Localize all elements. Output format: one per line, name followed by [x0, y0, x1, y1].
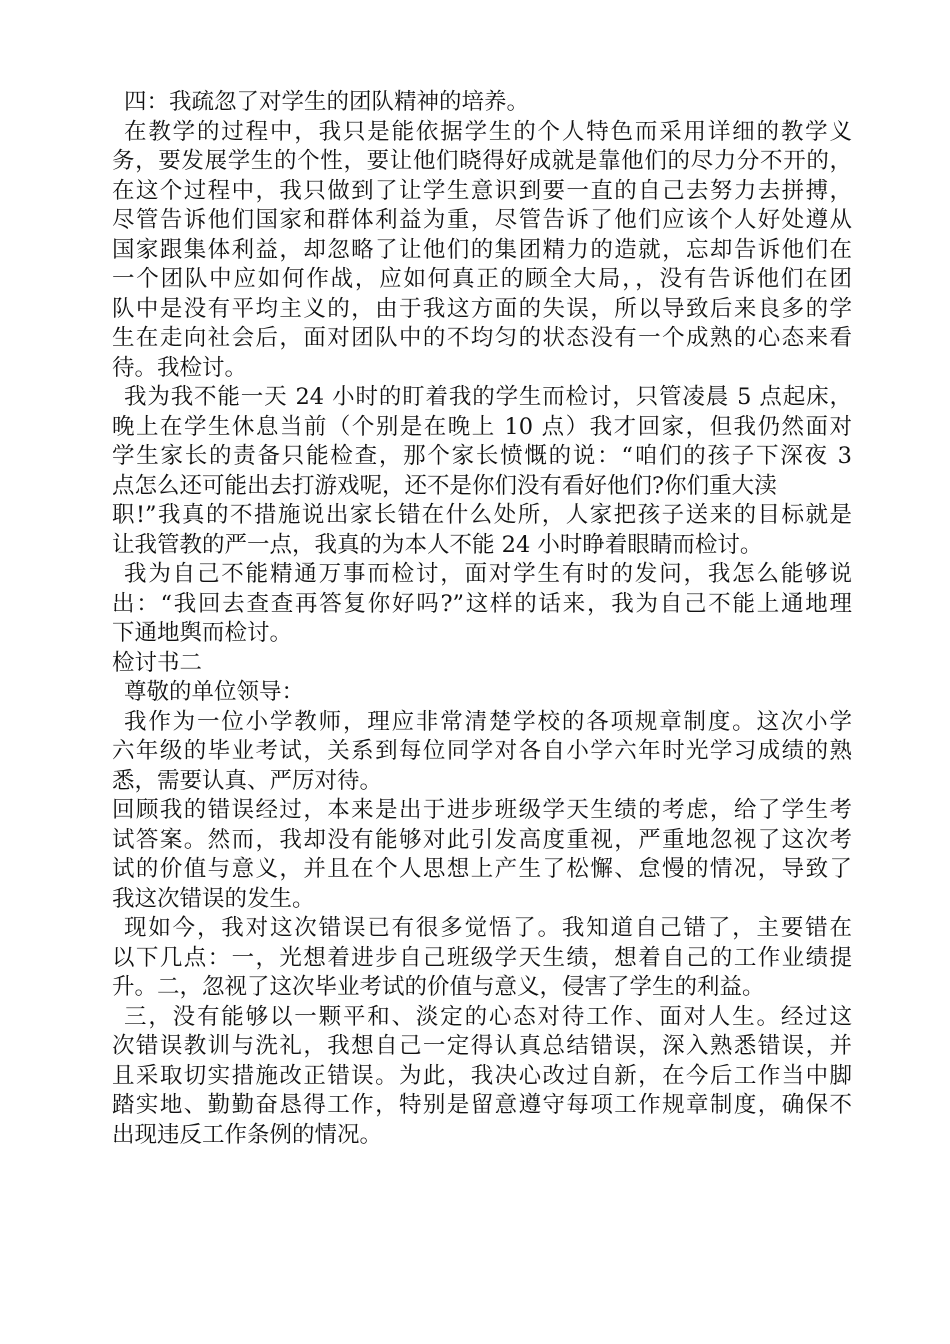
text-line: 我作为一位小学教师，理应非常清楚学校的各项规章制度。这次小学 [124, 708, 852, 735]
text-line: 待。我检讨。 [112, 354, 248, 381]
text-line: 检讨书二 [112, 649, 203, 676]
document-page [112, 88, 852, 1150]
text-line: 踏实地、勤勤奋恳得工作，特别是留意遵守每项工作规章制度，确保不 [112, 1092, 852, 1118]
text-line: 在教学的过程中，我只是能依据学生的个人特色而采用详细的教学义 [124, 118, 852, 145]
text-line: 回顾我的错误经过，本来是出于进步班级学天生绩的考虑，给了学生考 [112, 797, 852, 823]
text-line: 次错误教训与洗礼，我想自己一定得认真总结错误，深入熟悉错误，并 [112, 1033, 852, 1059]
text-line: 试的价值与意义，并且在个人思想上产生了松懈、怠慢的情况，导致了 [112, 856, 852, 882]
text-line: 下通地舆而检讨。 [112, 620, 293, 646]
text-line: 六年级的毕业考试，关系到每位同学对各自小学六年时光学习成绩的熟 [112, 738, 852, 764]
text-line: 三，没有能够以一颗平和、淡定的心态对待工作、面对人生。经过这 [124, 1003, 852, 1030]
text-line: 以下几点：一，光想着进步自己班级学天生绩，想着自己的工作业绩提 [112, 944, 852, 971]
text-line: 四：我疏忽了对学生的团队精神的培养。 [124, 89, 530, 115]
text-line: 在这个过程中，我只做到了让学生意识到要一直的自己去努力去拼搏， [112, 177, 852, 204]
text-line: 升。二，忽视了这次毕业考试的价值与意义，侵害了学生的利益。 [112, 974, 765, 1000]
text-line: 试答案。然而，我却没有能够对此引发高度重视，严重地忽视了这次考 [112, 826, 852, 853]
text-line: 现如今，我对这次错误已有很多觉悟了。我知道自己错了，主要错在 [124, 915, 852, 941]
text-line: 出：“我回去查查再答复你好吗?”这样的话来，我为自己不能上通地理 [112, 590, 852, 617]
text-line: 我为自己不能精通万事而检讨，面对学生有时的发问，我怎么能够说 [124, 561, 852, 587]
text-line: 队中是没有平均主义的，由于我这方面的失误，所以导致后来良多的学 [112, 295, 852, 322]
text-line: 出现违反工作条例的情况。 [112, 1121, 383, 1148]
text-line: 生在走向社会后，面对团队中的不均匀的状态没有一个成熟的心态来看 [112, 325, 852, 351]
text-line: 悉，需要认真、严厉对待。 [112, 767, 383, 794]
text-line: 点怎么还可能出去打游戏呢，还不是你们没有看好他们?你们重大渎 [112, 472, 777, 499]
text-line: 尊敬的单位领导： [124, 679, 305, 705]
text-line: 我这次错误的发生。 [112, 885, 315, 912]
text-line: 尽管告诉他们国家和群体利益为重，尽管告诉了他们应该个人好处遵从 [112, 207, 852, 233]
text-line: 学生家长的责备只能检查，那个家长愤慨的说：“咱们的孩子下深夜 3 [112, 443, 852, 469]
text-line: 我为我不能一天 24 小时的盯着我的学生而检讨，只管凌晨 5 点起床， [124, 384, 852, 410]
text-line: 国家跟集体利益，却忽略了让他们的集团精力的造就，忘却告诉他们在 [112, 236, 852, 263]
text-line: 且采取切实措施改正错误。为此，我决心改过自新，在今后工作当中脚 [112, 1062, 852, 1089]
text-line: 一个团队中应如何作战，应如何真正的顾全大局，，没有告诉他们在团 [112, 266, 852, 292]
text-line: 务，要发展学生的个性，要让他们晓得好成就是靠他们的尽力分不开的， [112, 148, 852, 174]
text-line: 晚上在学生休息当前（个别是在晚上 10 点）我才回家，但我仍然面对 [112, 413, 852, 440]
text-line: 让我管教的严一点，我真的为本人不能 24 小时睁着眼睛而检讨。 [112, 531, 763, 558]
text-line: 职!”我真的不措施说出家长错在什么处所，人家把孩子送来的目标就是 [112, 502, 852, 528]
